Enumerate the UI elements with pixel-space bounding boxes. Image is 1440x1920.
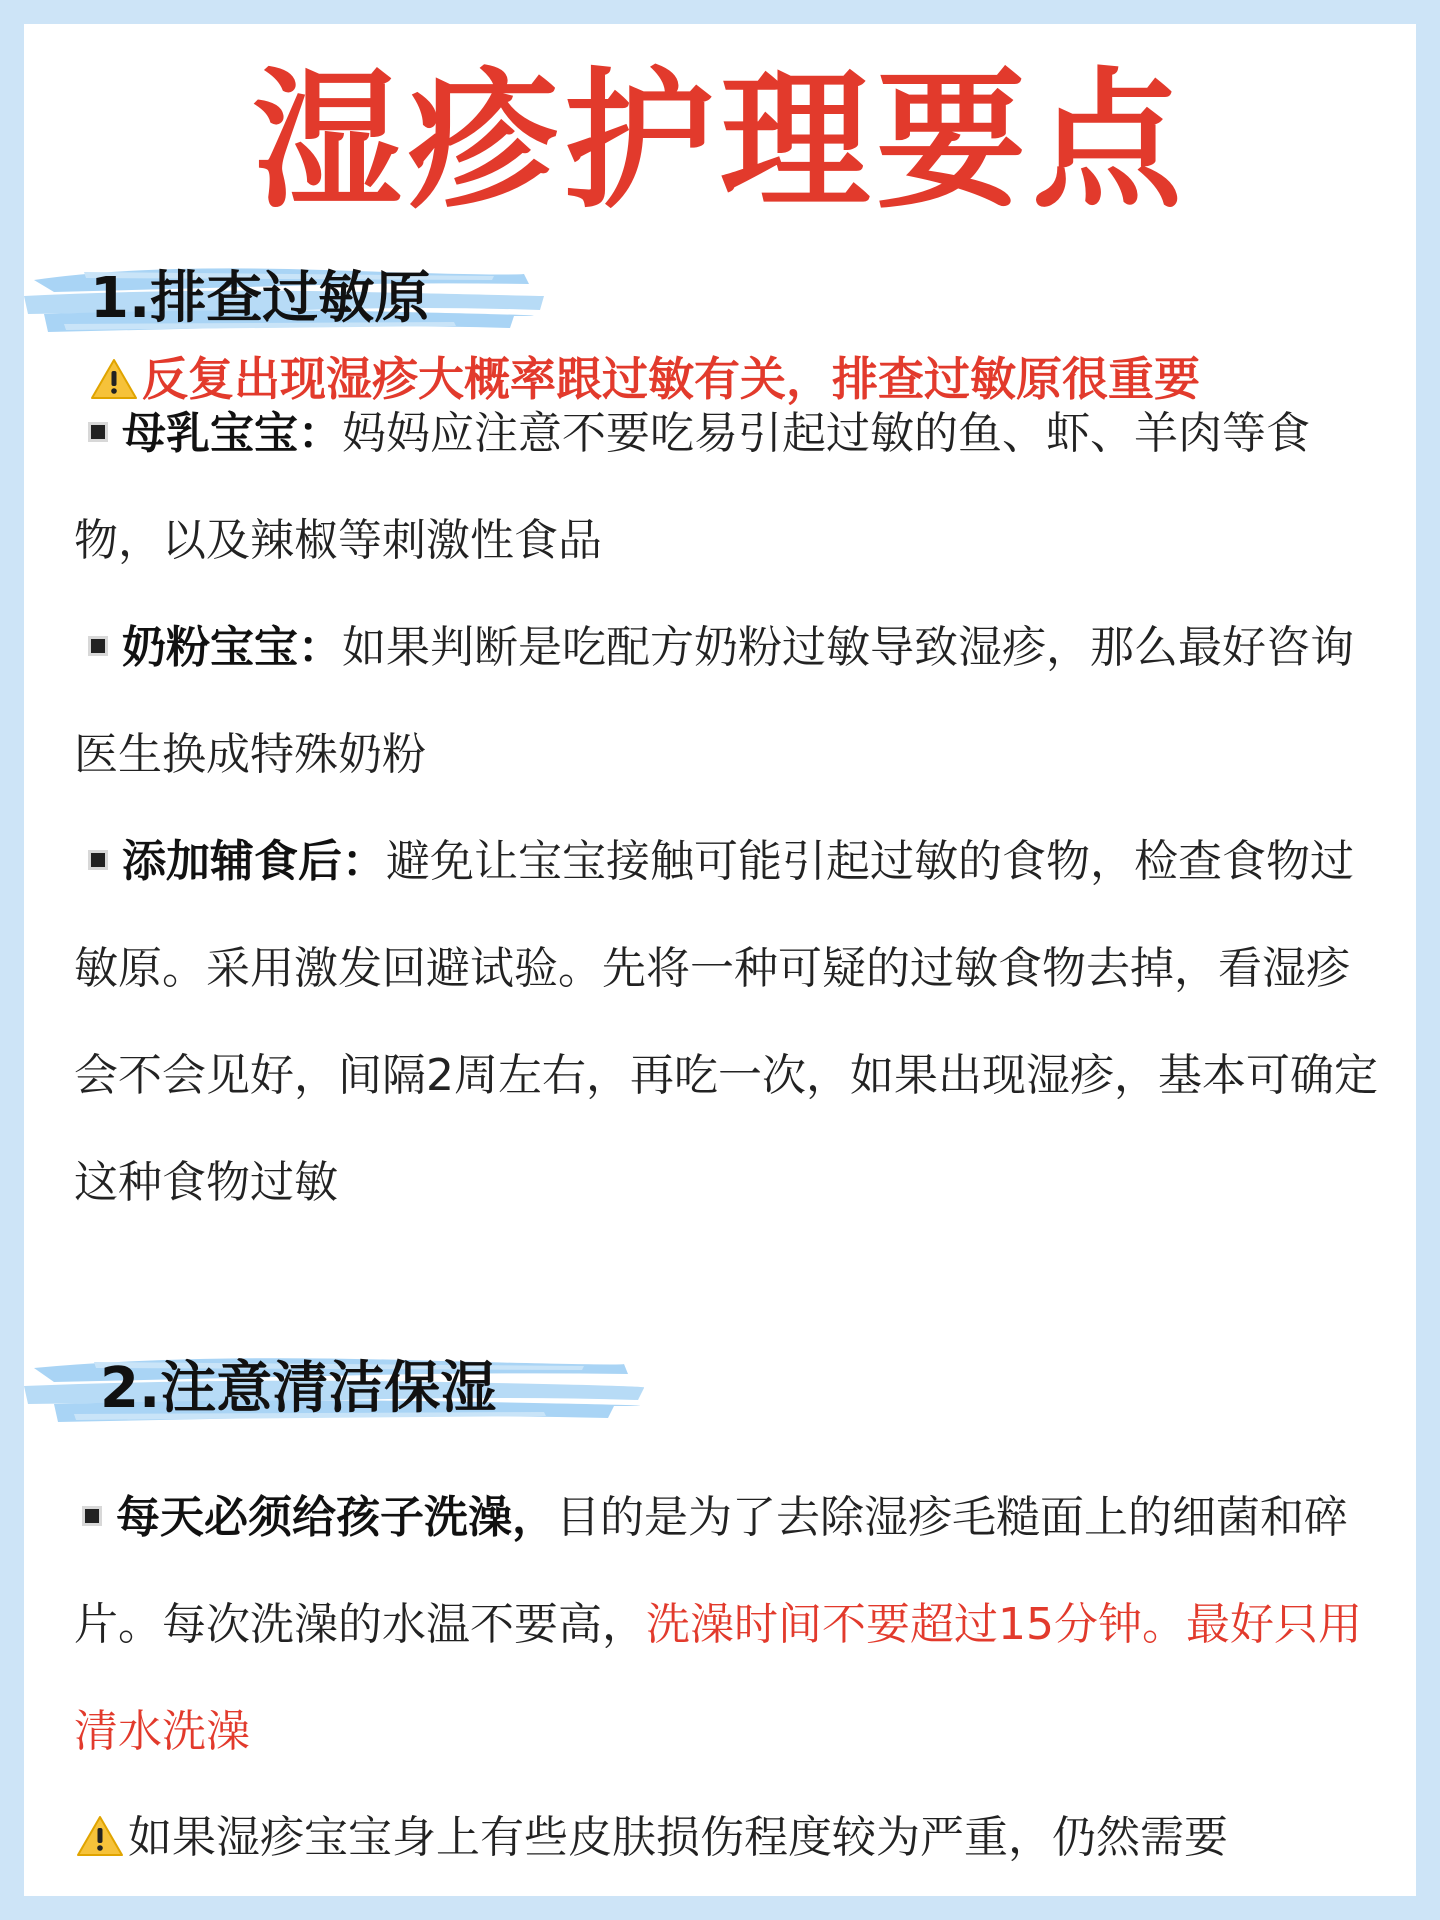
section-2-warning [74, 1784, 1384, 1891]
item-highlight: 洗澡时间不要超过15分钟。最好只用清水洗澡 [74, 1599, 1362, 1757]
bullet-square [82, 1506, 102, 1526]
item-text: 妈妈应注意不要吃易引起过敏的鱼、虾、羊肉等食物，以及辣椒等刺激性食品 [74, 408, 1310, 566]
bullet-square [88, 422, 108, 442]
list-item-solid-food [74, 808, 1384, 1236]
section-1-heading [24, 252, 544, 342]
item-label: 每天必须给孩子洗澡， [116, 1492, 556, 1543]
list-item-breastfed [74, 380, 1384, 594]
warning-icon [76, 1814, 124, 1858]
bullet-square [88, 850, 108, 870]
section-2-heading [24, 1342, 644, 1432]
item-label: 母乳宝宝： [122, 408, 342, 459]
content-card [24, 24, 1416, 1896]
section-2-title: 2.注意清洁保湿 [100, 1356, 497, 1421]
section-1-alert-text: 反复出现湿疹大概率跟过敏有关，排查过敏原很重要 [142, 352, 1200, 406]
list-item-daily-bath [74, 1464, 1384, 1785]
section-1-title: 1.排查过敏原 [90, 266, 431, 331]
item-text: 如果判断是吃配方奶粉过敏导致湿疹，那么最好咨询医生换成特殊奶粉 [74, 622, 1354, 780]
item-text: 目的是为了去除湿疹毛糙面上的细菌和碎片。每次洗澡的水温不要高， [74, 1492, 1348, 1650]
bullet-square [88, 636, 108, 656]
warning-text: 如果湿疹宝宝身上有些皮肤损伤程度较为严重，仍然需要 [128, 1812, 1228, 1863]
item-label: 添加辅食后： [122, 836, 386, 887]
item-text: 避免让宝宝接触可能引起过敏的食物，检查食物过敏原。采用激发回避试验。先将一种可疑的过敏食物去掉，看湿疹会不会见好，间隔2周左右，再吃一次，如果出现湿疹，基本可确定这种食物过敏 [74, 836, 1378, 1208]
list-item-formula [74, 594, 1384, 808]
page-title: 湿疹护理要点 [251, 55, 1188, 229]
item-label: 奶粉宝宝： [122, 622, 342, 673]
